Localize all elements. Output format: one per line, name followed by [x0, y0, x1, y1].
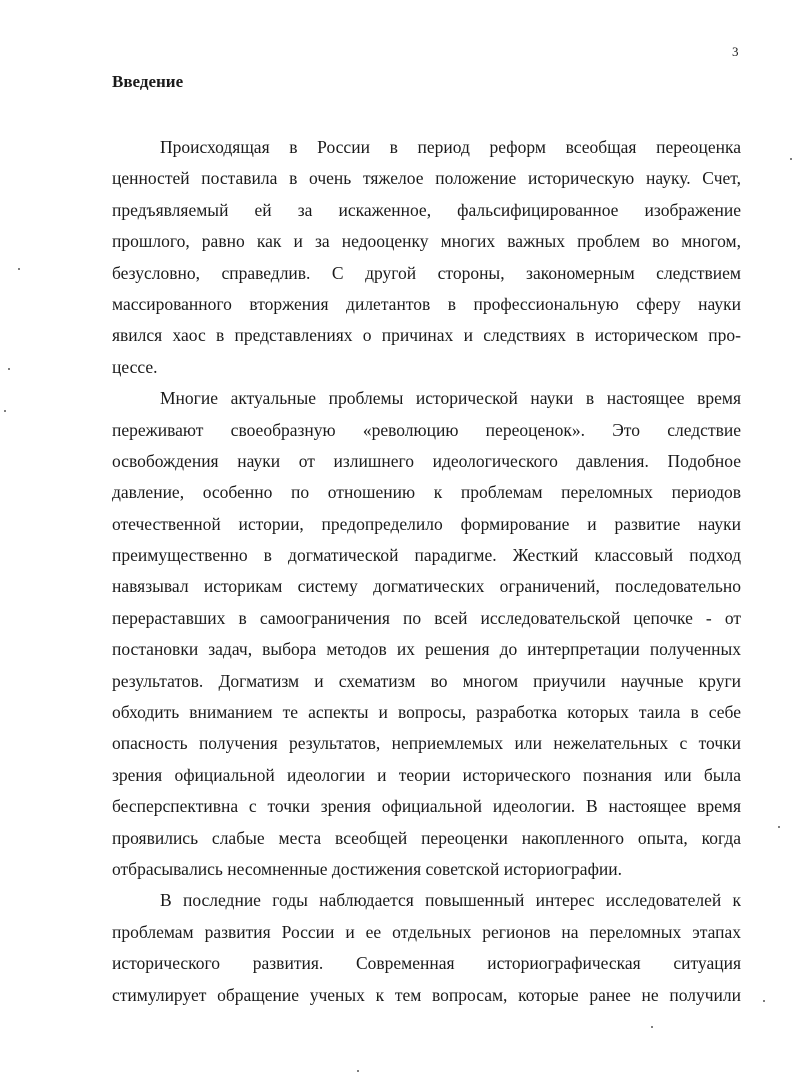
paragraph-line: результатов. Догматизм и схематизм во многом приучили научные круги — [112, 670, 741, 691]
paragraph-line: опасность получения результатов, неприемлемых или нежелательных с точки — [112, 733, 741, 754]
paragraph-line: обходить вниманием те аспекты и вопросы, разработка которых таила в себе — [112, 702, 741, 723]
page-number: 3 — [732, 44, 739, 59]
scan-speck — [8, 368, 10, 370]
paragraph-line: Многие актуальные проблемы исторической науки в настоящее время — [160, 388, 741, 409]
paragraph-2 — [112, 383, 741, 885]
paragraph-line: предъявляемый ей за искаженное, фальсифицированное изображение — [112, 199, 741, 220]
paragraph-line: бесперспективна с точки зрения официальной идеологии. В настоящее время — [112, 796, 741, 817]
paragraph-line: постановки задач, выбора методов их решения до интерпретации полученных — [112, 639, 741, 660]
paragraph-line: отбрасывались несомненные достижения советской историографии. — [112, 858, 623, 879]
paragraph-line: проблемам развития России и ее отдельных регионов на переломных этапах — [112, 921, 741, 942]
scan-speck — [357, 1070, 359, 1072]
paragraph-line: прошлого, равно как и за недооценку многих важных проблем во многом, — [112, 231, 741, 252]
paragraph-line: преимущественно в догматической парадигме. Жесткий классовый подход — [112, 545, 741, 566]
paragraph-line: проявились слабые места всеобщей переоценки накопленного опыта, когда — [112, 827, 741, 848]
paragraph-line: освобождения науки от излишнего идеологического давления. Подобное — [112, 450, 741, 471]
paragraph-line: массированного вторжения дилетантов в профессиональную сферу науки — [112, 293, 741, 314]
paragraph-line: ценностей поставила в очень тяжелое положение историческую науку. Счет, — [112, 168, 741, 189]
scan-speck — [763, 1000, 765, 1002]
paragraph-line: безусловно, справедлив. С другой стороны, закономерным следствием — [112, 262, 741, 283]
paragraph-line: исторического развития. Современная историографическая ситуация — [112, 953, 741, 974]
paragraph-line: цессе. — [112, 356, 158, 377]
scan-speck — [4, 410, 6, 412]
paragraph-3 — [112, 885, 741, 1011]
paragraph-line: Происходящая в России в период реформ всеобщая переоценка — [160, 137, 741, 157]
paragraph-line: зрения официальной идеологии и теории исторического познания или была — [112, 764, 741, 785]
scan-speck — [18, 268, 20, 270]
scan-speck — [651, 1026, 653, 1028]
body-text — [112, 132, 741, 1011]
paragraph-line: В последние годы наблюдается повышенный интерес исследователей к — [160, 890, 741, 911]
paragraph-line: переживают своеобразную «революцию переоценок». Это следствие — [112, 419, 741, 440]
paragraph-line: давление, особенно по отношению к проблемам переломных периодов — [112, 482, 741, 503]
scan-speck — [790, 158, 792, 160]
paragraph-1 — [112, 132, 741, 383]
paragraph-line: стимулирует обращение ученых к тем вопросам, которые ранее не получили — [112, 984, 741, 1005]
paragraph-line: навязывал историкам систему догматических ограничений, последовательно — [112, 576, 741, 597]
paragraph-line: перераставших в самоограничения по всей исследовательской цепочке - от — [112, 607, 741, 628]
paragraph-line: отечественной истории, предопределило формирование и развитие науки — [112, 513, 741, 534]
section-heading: Введение — [112, 72, 184, 91]
scan-speck — [778, 826, 780, 828]
paragraph-line: явился хаос в представлениях о причинах и следствиях в историческом про- — [112, 325, 741, 346]
